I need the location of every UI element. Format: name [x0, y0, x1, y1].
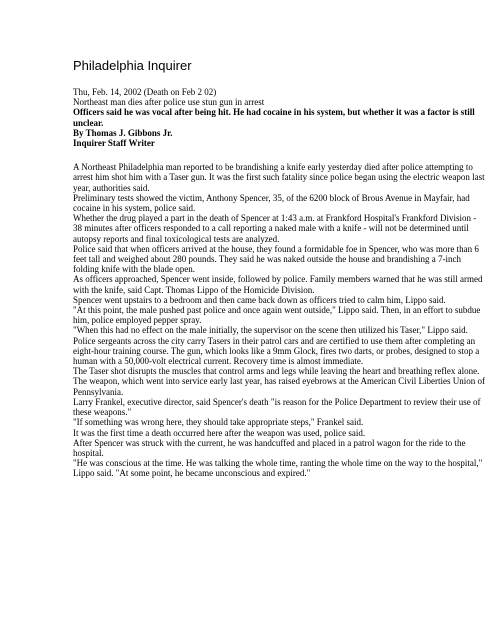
article-header — [73, 87, 485, 148]
paragraph: After Spencer was struck with the current, he was handcuffed and placed in a patrol wagon for the ride to the hospital. — [73, 437, 466, 458]
article-page — [73, 58, 485, 479]
paragraph: Police sergeants across the city carry Tasers in their patrol cars and are certified to use them after completing an eight-hour training course. The gun, which looks like a 9mm Glock, fires two darts, or probes, designed to stop a human with a 50,000-volt electrical current. Recovery time is almost immediate. — [73, 335, 480, 367]
byline-title: Inquirer Staff Writer — [73, 138, 155, 149]
paragraph: Spencer went upstairs to a bedroom and then came back down as officers tried to calm him, Lippo said. — [73, 294, 446, 305]
byline: By Thomas J. Gibbons Jr. — [73, 127, 173, 138]
paragraph: Larry Frankel, executive director, said Spencer's death "is reason for the Police Department to review their use of these weapons." — [73, 396, 481, 418]
deck: Officers said he was vocal after being hit. He had cocaine in his system, but whether it was a factor is still unclear. — [73, 107, 475, 128]
publication-name: Philadelphia Inquirer — [73, 58, 192, 73]
paragraph: "If something was wrong here, they should take appropriate steps," Frankel said. — [73, 417, 364, 428]
paragraph: "When this had no effect on the male initially, the supervisor on the scene then utilized his Taser," Lippo said. — [73, 325, 468, 336]
headline: Northeast man dies after police use stun gun in arrest — [73, 97, 265, 108]
article-body — [73, 162, 485, 478]
dateline: Thu, Feb. 14, 2002 (Death on Feb 2 02) — [73, 87, 217, 97]
paragraph: "He was conscious at the time. He was talking the whole time, ranting the whole time on the way to the hospital," Lippo said. "At some point, he became unconscious and expired." — [73, 458, 483, 479]
paragraph: Preliminary tests showed the victim, Anthony Spencer, 35, of the 6200 block of Brous Avenue in Mayfair, had cocaine in his system, police said. — [73, 192, 470, 214]
paragraph: It was the first time a death occurred here after the weapon was used, police said. — [73, 427, 366, 438]
paragraph: "At this point, the male pushed past police and once again went outside," Lippo said. Then, in an effort to subdue him, police employed pepper spray. — [73, 305, 481, 326]
paragraph: Whether the drug played a part in the death of Spencer at 1:43 a.m. at Frankford Hospital's Frankford Division - 38 minutes after officers responded to a call reporting a naked male with a knife - will not be determined until autopsy reports and final toxicological tests are analyzed. — [73, 213, 477, 244]
paragraph: As officers approached, Spencer went inside, followed by police. Family members warned that he was still armed with the knife, said Capt. Thomas Lippo of the Homicide Division. — [73, 274, 483, 295]
paragraph: A Northeast Philadelphia man reported to be brandishing a knife early yesterday died after police attempting to arrest him shot him with a Taser gun. It was the first such fatality since police began using the electric weapon last year, authorities said. — [73, 162, 485, 193]
paragraph: Police said that when officers arrived at the house, they found a formidable foe in Spencer, who was more than 6 feet tall and weighed about 280 pounds. They said he was naked outside the house and brandishing a 7-inch folding knife with the blade open. — [73, 243, 479, 275]
paragraph: The Taser shot disrupts the muscles that control arms and legs while leaving the heart and breathing reflex alone. The weapon, which went into service early last year, has raised eyebrows at the American Civil Liberties Union of Pennsylvania. — [73, 366, 486, 397]
